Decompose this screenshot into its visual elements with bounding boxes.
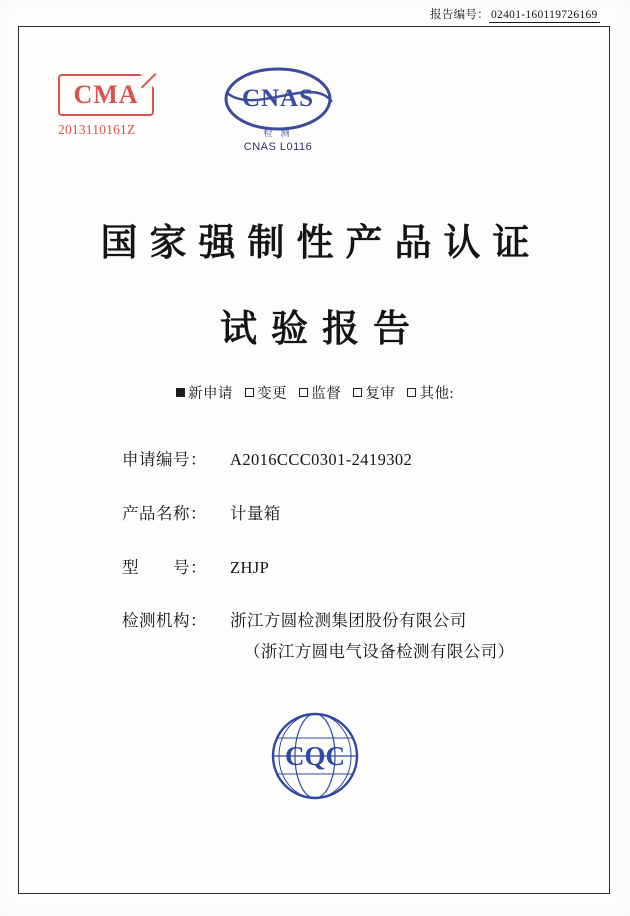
field-label-application-number: 申请编号： <box>122 450 207 469</box>
field-label-model: 型 号： <box>122 557 207 577</box>
field-value-model: ZHJP <box>230 557 270 577</box>
application-type-label-0: 新申请 <box>187 386 233 402</box>
checkbox-icon[interactable] <box>407 388 416 397</box>
application-type-option-1[interactable] <box>245 386 287 402</box>
field-value-product-name: 计量箱 <box>230 503 281 523</box>
application-type-label-4: 其他: <box>419 386 455 402</box>
document-title: 国家强制性产品认证 <box>100 220 542 264</box>
cqc-logo-icon <box>267 708 363 804</box>
field-testing-organization <box>122 609 542 665</box>
checkbox-icon-checked[interactable] <box>176 388 185 397</box>
field-product-name <box>122 502 542 527</box>
cma-logo-icon <box>58 74 154 116</box>
report-number-value: 02401-160119726169 <box>491 9 598 21</box>
document-subtitle: 试验报告 <box>220 306 424 350</box>
cma-mark <box>58 74 170 138</box>
application-type-row <box>0 382 630 403</box>
field-value-application-number: A2016CCC0301-2419302 <box>230 450 413 469</box>
report-number-label: 报告编号： <box>430 9 489 21</box>
svg-text:CQC: CQC <box>285 741 345 771</box>
accreditation-marks <box>48 62 378 182</box>
checkbox-icon[interactable] <box>245 388 254 397</box>
cma-label: CMA <box>73 80 139 109</box>
checkbox-icon[interactable] <box>299 388 308 397</box>
application-type-option-3[interactable] <box>353 386 395 402</box>
svg-text:CNAS: CNAS <box>241 85 315 112</box>
application-type-label-1: 变更 <box>257 386 288 402</box>
cnas-code: CNAS L0116 <box>243 141 313 153</box>
field-value-testing-organization-line1: 浙江方圆检测集团股份有限公司 <box>230 611 467 631</box>
application-type-option-4[interactable] <box>407 386 454 402</box>
report-number <box>430 6 630 23</box>
cma-certificate-number: 2013110161Z <box>58 122 136 137</box>
application-type-option-2[interactable] <box>299 386 341 402</box>
field-list <box>122 448 542 694</box>
field-value-testing-organization-line2: （浙江方圆电气设备检测有限公司） <box>244 642 515 661</box>
field-label-product-name: 产品名称： <box>122 503 207 523</box>
field-label-testing-organization: 检测机构： <box>122 611 207 631</box>
cnas-logo-icon <box>218 62 338 136</box>
checkbox-icon[interactable] <box>353 388 362 397</box>
application-type-option-0[interactable] <box>176 386 233 402</box>
application-type-label-3: 复审 <box>365 386 396 402</box>
application-type-label-2: 监督 <box>311 386 342 402</box>
field-value-testing-organization <box>230 609 542 665</box>
field-model <box>122 556 542 581</box>
cnas-mark <box>198 62 358 153</box>
cnas-subtext: 检 测 <box>263 128 293 138</box>
field-application-number <box>122 448 542 473</box>
